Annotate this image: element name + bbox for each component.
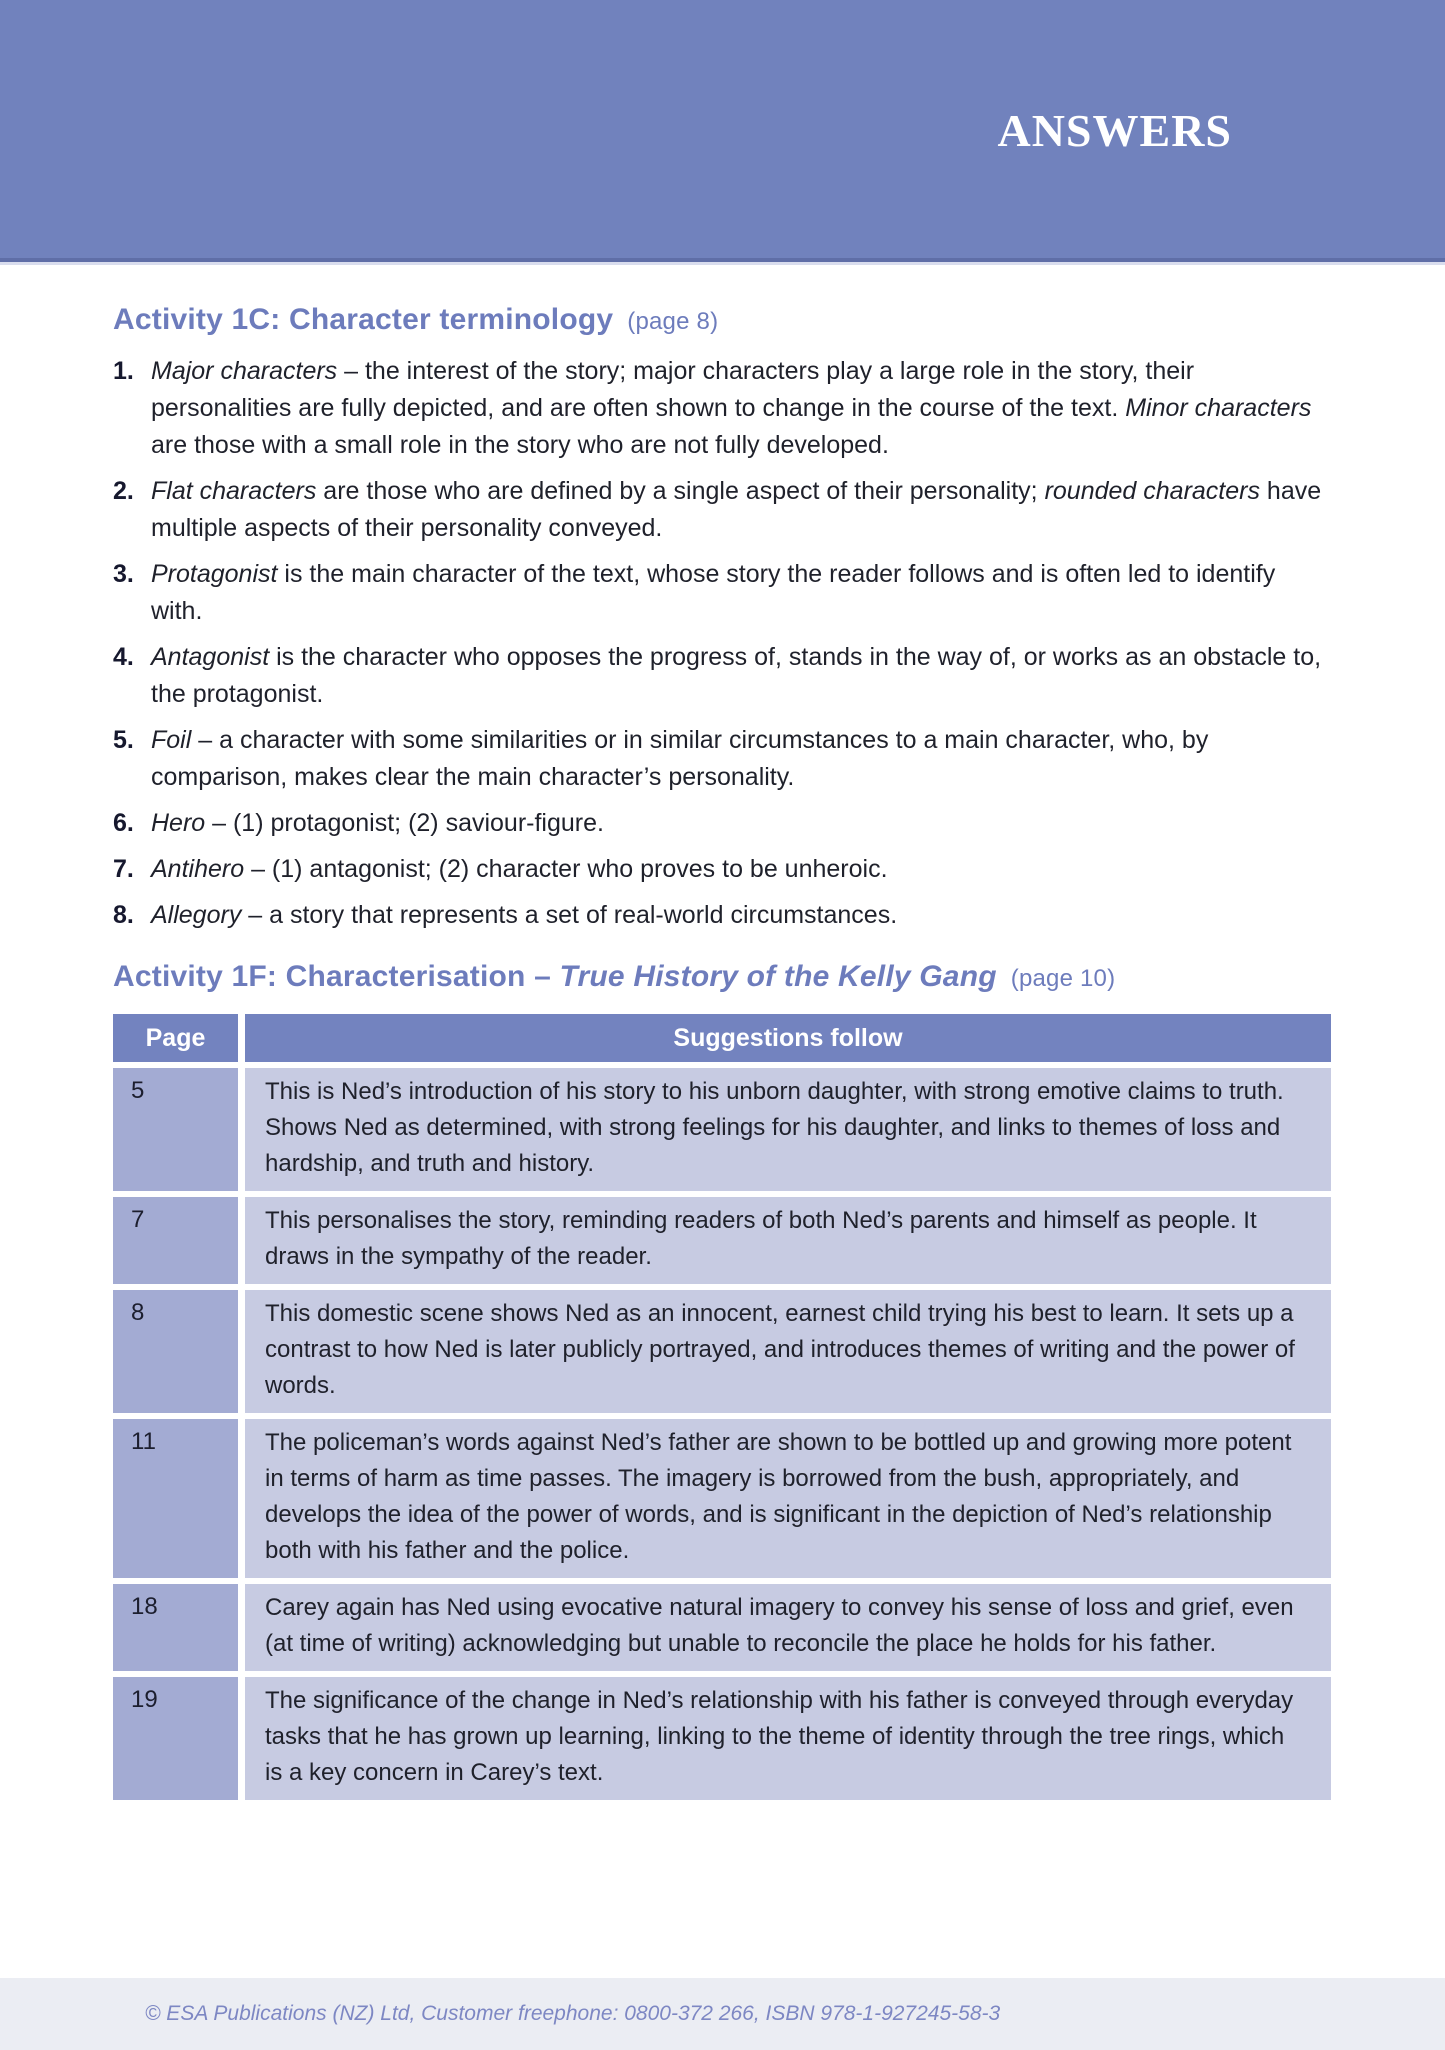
page-cell: 5: [113, 1068, 238, 1191]
list-item: [113, 851, 1331, 888]
item-text: Protagonist is the main character of the text, whose story the reader follows and is often led to identify with.: [151, 560, 1276, 625]
banner-edge-light: [0, 262, 1445, 265]
item-number: 4.: [113, 643, 134, 671]
list-item: [113, 473, 1331, 547]
item-number: 1.: [113, 357, 134, 385]
page-cell: 18: [113, 1584, 238, 1671]
item-text: Antihero – (1) antagonist; (2) character who proves to be unheroic.: [151, 855, 888, 883]
page-content: [0, 303, 1445, 1800]
activity-1c-heading: [113, 303, 1331, 337]
suggestion-cell: The significance of the change in Ned’s relationship with his father is conveyed through everyday tasks that he has grown up learning, linking to the theme of identity through the tree rings, which is a key concern in Carey’s text.: [245, 1677, 1331, 1800]
page-cell: 19: [113, 1677, 238, 1800]
suggestion-cell: This is Ned’s introduction of his story to his unborn daughter, with strong emotive claims to truth. Shows Ned as determined, with strong feelings for his daughter, and links to themes of loss and hardship, and truth and history.: [245, 1068, 1331, 1191]
list-item: [113, 556, 1331, 630]
item-text: Flat characters are those who are defined by a single aspect of their personality; rounded characters have multiple aspects of their personality conveyed.: [151, 477, 1322, 542]
list-item: [113, 722, 1331, 796]
table-header-page: Page: [113, 1014, 238, 1062]
suggestion-cell: This domestic scene shows Ned as an innocent, earnest child trying his best to learn. It sets up a contrast to how Ned is later publicly portrayed, and introduces themes of writing and the power of words.: [245, 1290, 1331, 1413]
item-text: Antagonist is the character who opposes the progress of, stands in the way of, or works as an obstacle to, the protagonist.: [151, 643, 1322, 708]
item-number: 2.: [113, 477, 134, 505]
activity-1f-title-book: True History of the Kelly Gang: [559, 960, 997, 993]
header-banner: [0, 0, 1445, 258]
page-cell: 7: [113, 1197, 238, 1284]
activity-1f-heading: [113, 960, 1331, 994]
footer-bar: [0, 1978, 1445, 2050]
suggestions-table: [113, 1014, 1331, 1800]
list-item: [113, 897, 1331, 934]
item-text: Major characters – the interest of the story; major characters play a large role in the story, their personalities are fully depicted, and are often shown to change in the course of the text. Minor characters are those with a small role in the story who are not fully developed.: [151, 357, 1312, 459]
list-item: [113, 805, 1331, 842]
activity-1f-title-prefix: Activity 1F: Characterisation –: [113, 960, 560, 993]
activity-1f-page-ref: (page 10): [1010, 965, 1116, 992]
suggestion-cell: The policeman’s words against Ned’s father are shown to be bottled up and growing more potent in terms of harm as time passes. The imagery is borrowed from the bush, appropriately, and develops the idea of the power of words, and is significant in the depiction of Ned’s relationship both with his father and the police.: [245, 1419, 1331, 1578]
item-number: 3.: [113, 560, 134, 588]
item-number: 5.: [113, 726, 134, 754]
item-number: 8.: [113, 901, 134, 929]
item-number: 6.: [113, 809, 134, 837]
item-number: 7.: [113, 855, 134, 883]
page-cell: 8: [113, 1290, 238, 1413]
item-text: Hero – (1) protagonist; (2) saviour-figure.: [151, 809, 604, 837]
page-cell: 11: [113, 1419, 238, 1578]
copyright-text: © ESA Publications (NZ) Ltd, Customer freephone: 0800-372 266, ISBN 978-1-927245-58-3: [145, 2002, 1001, 2025]
activity-1c-page-ref: (page 8): [627, 308, 719, 335]
table-header-suggestions: Suggestions follow: [245, 1014, 1331, 1062]
activity-1c-title: Activity 1C: Character terminology: [113, 303, 614, 336]
list-item: [113, 639, 1331, 713]
item-text: Allegory – a story that represents a set of real-world circumstances.: [151, 901, 898, 929]
item-text: Foil – a character with some similarities or in similar circumstances to a main character, who, by comparison, makes clear the main character’s personality.: [151, 726, 1209, 791]
suggestion-cell: This personalises the story, reminding readers of both Ned’s parents and himself as people. It draws in the sympathy of the reader.: [245, 1197, 1331, 1284]
suggestion-cell: Carey again has Ned using evocative natural imagery to convey his sense of loss and grief, even (at time of writing) acknowledging but unable to reconcile the place he holds for his father.: [245, 1584, 1331, 1671]
list-item: [113, 353, 1331, 464]
page-title: ANSWERS: [997, 105, 1232, 156]
term-list: [113, 353, 1331, 934]
